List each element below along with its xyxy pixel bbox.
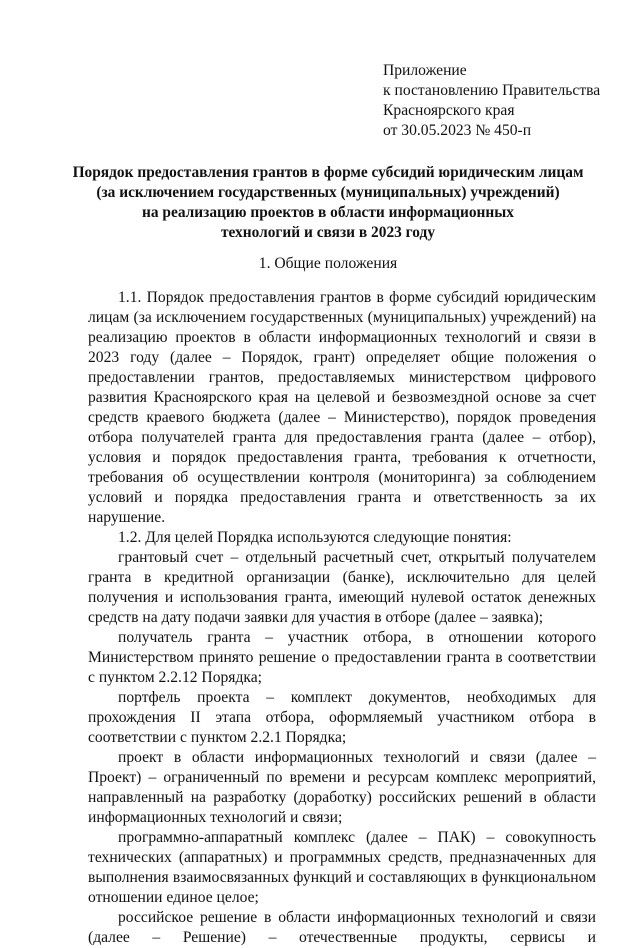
appendix-line-2: к постановлению Правительства [383,82,601,99]
appendix-line-4: от 30.05.2023 № 450-п [383,122,532,139]
paragraph-1-2: 1.2. Для целей Порядка используются следующие понятия: [118,529,512,546]
definition-russian-solution: российское решение в области информационных технологий и связи (далее – Решение) – отечественные продукты, сервисы и [88,909,596,946]
definition-grant-account: грантовый счет – отдельный расчетный счет, открытый получателем гранта в кредитной организации (банке), исключительно для целей получения и использования гранта, имеющий нулевой остаток денежных средств на дату подачи заявки для участия в отборе (далее – заявка); [88,549,596,626]
definition-project-portfolio: портфель проекта – комплект документов, необходимых для прохождения II этапа отбора, оформляемый участником отбора в соответствии с пунктом 2.2.1 Порядка; [88,689,596,746]
section-heading: 1. Общие положения [258,255,398,272]
document-body [88,288,596,948]
definition-grant-recipient: получатель гранта – участник отбора, в отношении которого Министерством принято решение о предоставлении гранта в соответствии с пунктом 2.2.12 Порядка; [88,629,596,686]
title-line-2: (за исключением государственных (муниципальных) учреждений) [96,184,560,201]
appendix-line-3: Красноярского края [383,102,515,119]
appendix-block [383,61,633,141]
document-title [60,163,596,243]
definition-pak: программно-аппаратный комплекс (далее – ПАК) – совокупность технических (аппаратных) и программных средств, предназначенных для выполнения взаимосвязанных функций и составляющих в функциональном отношении единое целое; [88,829,596,906]
paragraph-1-1: 1.1. Порядок предоставления грантов в форме субсидий юридическим лицам (за исключением государственных (муниципальных) учреждений) на реализацию проектов в области информационных технологий и связи в 2023 году (далее – Порядок, грант) определяет общие положения о предоставлении грантов, предоставляемых министерством цифрового развития Красноярского края на целевой и безвозмездной основе за счет средств краевого бюджета (далее – Министерство), порядок проведения отбора получателей гранта для предоставления гранта (далее – отбор), условия и порядок предоставления гранта, требования к отчетности, требования об осуществлении контроля (мониторинга) за соблюдением условий и порядка предоставления гранта и ответственность за их нарушение. [88,289,596,526]
title-line-3: на реализацию проектов в области информационных [142,204,514,221]
appendix-line-1: Приложение [383,62,467,79]
title-line-4: технологий и связи в 2023 году [220,224,436,241]
definition-project: проект в области информационных технологий и связи (далее – Проект) – ограниченный по времени и ресурсам комплекс мероприятий, направленный на разработку (доработку) российских решений в области информационных технологий и связи; [88,749,596,826]
title-line-1: Порядок предоставления грантов в форме субсидий юридическим лицам [72,164,584,181]
